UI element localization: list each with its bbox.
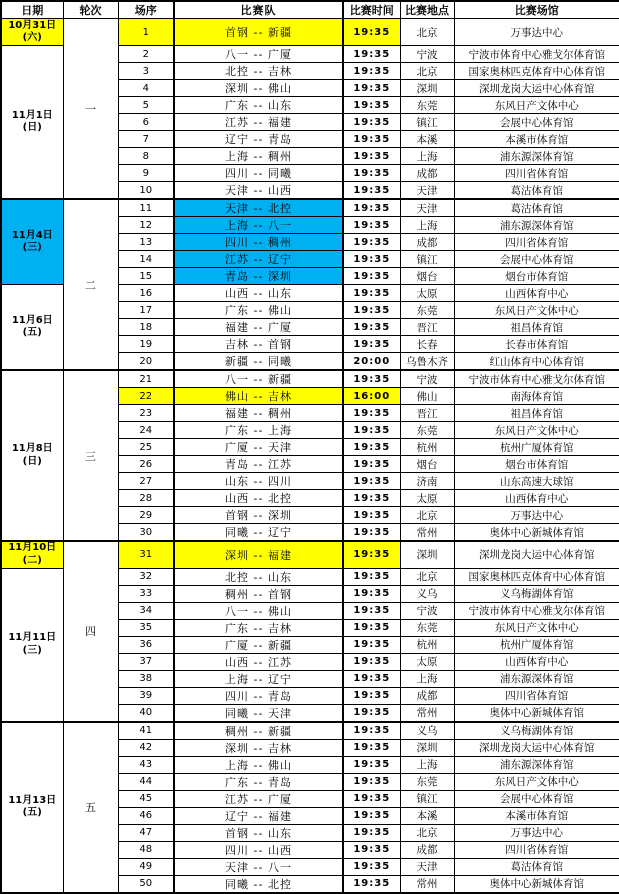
teams-cell: 江苏 -- 广厦 (174, 790, 343, 807)
teams-cell: 广厦 -- 天津 (174, 439, 343, 456)
date-line2: (六) (22, 32, 42, 43)
date-line1: 11月8日 (11, 443, 53, 454)
time-cell: 19:35 (343, 473, 400, 490)
city-cell: 佛山 (400, 388, 454, 405)
teams-cell: 深圳 -- 吉林 (174, 739, 343, 756)
time-cell: 19:35 (343, 63, 400, 80)
match-no-cell: 18 (118, 319, 174, 336)
teams-cell: 同曦 -- 北控 (174, 875, 343, 893)
city-cell: 济南 (400, 473, 454, 490)
city-cell: 晋江 (400, 405, 454, 422)
header-row (1, 1, 619, 19)
round-cell: 二 (63, 199, 118, 370)
time-cell: 19:35 (343, 585, 400, 602)
teams-cell: 首钢 -- 山东 (174, 824, 343, 841)
time-cell: 19:35 (343, 722, 400, 740)
venue-cell: 义乌梅湖体育馆 (454, 585, 619, 602)
venue-cell: 本溪市体育馆 (454, 807, 619, 824)
city-cell: 上海 (400, 756, 454, 773)
match-row (1, 541, 619, 568)
teams-cell: 同曦 -- 天津 (174, 704, 343, 722)
date-cell (1, 370, 63, 541)
venue-cell: 四川省体育馆 (454, 234, 619, 251)
match-no-cell: 47 (118, 824, 174, 841)
teams-cell: 山西 -- 山东 (174, 285, 343, 302)
time-cell: 19:35 (343, 773, 400, 790)
time-cell: 19:35 (343, 336, 400, 353)
city-cell: 北京 (400, 568, 454, 585)
date-line1: 11月10日 (8, 542, 57, 554)
time-cell: 19:35 (343, 687, 400, 704)
teams-cell: 佛山 -- 吉林 (174, 388, 343, 405)
venue-cell: 浦东源深体育馆 (454, 148, 619, 165)
city-cell: 东莞 (400, 302, 454, 319)
time-cell: 19:35 (343, 507, 400, 524)
match-no-cell: 2 (118, 46, 174, 63)
match-no-cell: 31 (118, 541, 174, 568)
venue-cell: 烟台市体育馆 (454, 456, 619, 473)
venue-cell: 义乌梅湖体育馆 (454, 722, 619, 740)
venue-cell: 深圳龙岗大运中心体育馆 (454, 739, 619, 756)
city-cell: 常州 (400, 524, 454, 542)
teams-cell: 上海 -- 稠州 (174, 148, 343, 165)
time-cell: 19:35 (343, 285, 400, 302)
city-cell: 北京 (400, 507, 454, 524)
teams-cell: 八一 -- 佛山 (174, 602, 343, 619)
venue-cell: 国家奥林匹克体育中心体育馆 (454, 63, 619, 80)
match-no-cell: 50 (118, 875, 174, 893)
time-cell: 19:35 (343, 319, 400, 336)
city-cell: 北京 (400, 824, 454, 841)
venue-cell: 万事达中心 (454, 19, 619, 46)
city-cell: 上海 (400, 217, 454, 234)
match-no-cell: 29 (118, 507, 174, 524)
match-no-cell: 36 (118, 636, 174, 653)
city-cell: 太原 (400, 653, 454, 670)
match-no-cell: 26 (118, 456, 174, 473)
match-no-cell: 49 (118, 858, 174, 875)
teams-cell: 广东 -- 山东 (174, 97, 343, 114)
teams-cell: 首钢 -- 深圳 (174, 507, 343, 524)
time-cell: 19:35 (343, 165, 400, 182)
teams-cell: 青岛 -- 深圳 (174, 268, 343, 285)
city-cell: 烟台 (400, 456, 454, 473)
time-cell: 19:35 (343, 568, 400, 585)
venue-cell: 山西体育中心 (454, 653, 619, 670)
match-row (1, 370, 619, 388)
date-line2: (日) (22, 455, 42, 467)
time-cell: 19:35 (343, 756, 400, 773)
city-cell: 成都 (400, 841, 454, 858)
venue-cell: 东风日产文体中心 (454, 97, 619, 114)
date-line2: (五) (22, 327, 42, 338)
venue-cell: 葛沽体育馆 (454, 182, 619, 200)
venue-cell: 红山体育中心体育馆 (454, 353, 619, 371)
teams-cell: 青岛 -- 江苏 (174, 456, 343, 473)
teams-cell: 深圳 -- 福建 (174, 541, 343, 568)
date-line1: 11月4日 (11, 229, 53, 241)
match-no-cell: 39 (118, 687, 174, 704)
match-no-cell: 22 (118, 388, 174, 405)
time-cell: 19:35 (343, 670, 400, 687)
venue-cell: 深圳龙岗大运中心体育馆 (454, 80, 619, 97)
header-venue: 比赛场馆 (454, 1, 619, 19)
time-cell: 19:35 (343, 97, 400, 114)
date-line1: 11月1日 (11, 109, 53, 121)
city-cell: 晋江 (400, 319, 454, 336)
venue-cell: 山西体育中心 (454, 490, 619, 507)
match-row (1, 199, 619, 217)
teams-cell: 广东 -- 上海 (174, 422, 343, 439)
teams-cell: 四川 -- 山西 (174, 841, 343, 858)
match-no-cell: 37 (118, 653, 174, 670)
city-cell: 太原 (400, 285, 454, 302)
header-date: 日期 (1, 1, 63, 19)
time-cell: 19:35 (343, 524, 400, 542)
match-no-cell: 46 (118, 807, 174, 824)
match-no-cell: 28 (118, 490, 174, 507)
teams-cell: 广东 -- 青岛 (174, 773, 343, 790)
time-cell: 19:35 (343, 739, 400, 756)
venue-cell: 深圳龙岗大运中心体育馆 (454, 541, 619, 568)
city-cell: 义乌 (400, 722, 454, 740)
time-cell: 19:35 (343, 405, 400, 422)
date-cell (1, 199, 63, 285)
time-cell: 19:35 (343, 302, 400, 319)
teams-cell: 上海 -- 辽宁 (174, 670, 343, 687)
venue-cell: 四川省体育馆 (454, 841, 619, 858)
venue-cell: 东风日产文体中心 (454, 422, 619, 439)
date-line1: 11月11日 (8, 632, 57, 643)
time-cell: 19:35 (343, 46, 400, 63)
time-cell: 19:35 (343, 807, 400, 824)
match-no-cell: 4 (118, 80, 174, 97)
match-no-cell: 44 (118, 773, 174, 790)
match-no-cell: 32 (118, 568, 174, 585)
teams-cell: 四川 -- 同曦 (174, 165, 343, 182)
venue-cell: 东风日产文体中心 (454, 619, 619, 636)
city-cell: 天津 (400, 199, 454, 217)
time-cell: 19:35 (343, 841, 400, 858)
time-cell: 19:35 (343, 234, 400, 251)
teams-cell: 江苏 -- 福建 (174, 114, 343, 131)
city-cell: 烟台 (400, 268, 454, 285)
teams-cell: 四川 -- 稠州 (174, 234, 343, 251)
match-no-cell: 23 (118, 405, 174, 422)
time-cell: 19:35 (343, 875, 400, 893)
match-row (1, 19, 619, 46)
venue-cell: 宁波市体育中心雅戈尔体育馆 (454, 602, 619, 619)
round-cell: 四 (63, 541, 118, 722)
time-cell: 19:35 (343, 182, 400, 200)
venue-cell: 葛沽体育馆 (454, 199, 619, 217)
round-cell: 三 (63, 370, 118, 541)
match-no-cell: 41 (118, 722, 174, 740)
venue-cell: 会展中心体育馆 (454, 114, 619, 131)
venue-cell: 国家奥林匹克体育中心体育馆 (454, 568, 619, 585)
match-no-cell: 8 (118, 148, 174, 165)
venue-cell: 杭州广厦体育馆 (454, 439, 619, 456)
date-cell (1, 19, 63, 46)
venue-cell: 山东高速大球馆 (454, 473, 619, 490)
city-cell: 宁波 (400, 602, 454, 619)
teams-cell: 天津 -- 山西 (174, 182, 343, 200)
time-cell: 19:35 (343, 80, 400, 97)
venue-cell: 祖昌体育馆 (454, 405, 619, 422)
match-no-cell: 19 (118, 336, 174, 353)
date-line1: 11月6日 (11, 314, 53, 326)
time-cell: 19:35 (343, 858, 400, 875)
time-cell: 19:35 (343, 217, 400, 234)
teams-cell: 吉林 -- 首钢 (174, 336, 343, 353)
teams-cell: 首钢 -- 新疆 (174, 19, 343, 46)
match-no-cell: 13 (118, 234, 174, 251)
city-cell: 深圳 (400, 80, 454, 97)
venue-cell: 本溪市体育馆 (454, 131, 619, 148)
venue-cell: 宁波市体育中心雅戈尔体育馆 (454, 46, 619, 63)
venue-cell: 奥体中心新城体育馆 (454, 875, 619, 893)
date-cell (1, 541, 63, 568)
time-cell: 19:35 (343, 422, 400, 439)
teams-cell: 广东 -- 佛山 (174, 302, 343, 319)
time-cell: 19:35 (343, 490, 400, 507)
time-cell: 19:35 (343, 268, 400, 285)
venue-cell: 浦东源深体育馆 (454, 670, 619, 687)
venue-cell: 四川省体育馆 (454, 687, 619, 704)
match-no-cell: 7 (118, 131, 174, 148)
teams-cell: 北控 -- 吉林 (174, 63, 343, 80)
venue-cell: 长春市体育馆 (454, 336, 619, 353)
venue-cell: 四川省体育馆 (454, 165, 619, 182)
city-cell: 上海 (400, 148, 454, 165)
match-no-cell: 1 (118, 19, 174, 46)
time-cell: 19:35 (343, 370, 400, 388)
match-no-cell: 24 (118, 422, 174, 439)
venue-cell: 祖昌体育馆 (454, 319, 619, 336)
venue-cell: 东风日产文体中心 (454, 773, 619, 790)
venue-cell: 南海体育馆 (454, 388, 619, 405)
city-cell: 深圳 (400, 541, 454, 568)
match-no-cell: 38 (118, 670, 174, 687)
city-cell: 常州 (400, 704, 454, 722)
date-line1: 11月13日 (8, 794, 57, 806)
match-no-cell: 9 (118, 165, 174, 182)
schedule-body (1, 19, 619, 893)
teams-cell: 北控 -- 山东 (174, 568, 343, 585)
city-cell: 镇江 (400, 114, 454, 131)
teams-cell: 福建 -- 稠州 (174, 405, 343, 422)
city-cell: 宁波 (400, 370, 454, 388)
date-line2: (二) (22, 554, 42, 566)
city-cell: 杭州 (400, 636, 454, 653)
header-match-no: 场序 (118, 1, 174, 19)
city-cell: 东莞 (400, 773, 454, 790)
venue-cell: 会展中心体育馆 (454, 790, 619, 807)
match-no-cell: 40 (118, 704, 174, 722)
venue-cell: 宁波市体育中心雅戈尔体育馆 (454, 370, 619, 388)
time-cell: 19:35 (343, 148, 400, 165)
time-cell: 19:35 (343, 456, 400, 473)
venue-cell: 会展中心体育馆 (454, 251, 619, 268)
date-cell (1, 722, 63, 893)
teams-cell: 四川 -- 青岛 (174, 687, 343, 704)
time-cell: 19:35 (343, 790, 400, 807)
round-cell: 一 (63, 19, 118, 200)
teams-cell: 稠州 -- 首钢 (174, 585, 343, 602)
time-cell: 19:35 (343, 824, 400, 841)
teams-cell: 辽宁 -- 青岛 (174, 131, 343, 148)
teams-cell: 八一 -- 新疆 (174, 370, 343, 388)
teams-cell: 深圳 -- 佛山 (174, 80, 343, 97)
time-cell: 19:35 (343, 704, 400, 722)
venue-cell: 万事达中心 (454, 824, 619, 841)
match-no-cell: 3 (118, 63, 174, 80)
match-no-cell: 30 (118, 524, 174, 542)
header-city: 比赛地点 (400, 1, 454, 19)
match-no-cell: 34 (118, 602, 174, 619)
city-cell: 宁波 (400, 46, 454, 63)
time-cell: 16:00 (343, 388, 400, 405)
venue-cell: 葛沽体育馆 (454, 858, 619, 875)
match-no-cell: 42 (118, 739, 174, 756)
date-cell (1, 285, 63, 371)
date-line2: (三) (22, 242, 42, 253)
match-no-cell: 45 (118, 790, 174, 807)
match-no-cell: 14 (118, 251, 174, 268)
teams-cell: 辽宁 -- 福建 (174, 807, 343, 824)
city-cell: 天津 (400, 858, 454, 875)
venue-cell: 奥体中心新城体育馆 (454, 524, 619, 542)
city-cell: 常州 (400, 875, 454, 893)
match-no-cell: 48 (118, 841, 174, 858)
date-line2: (五) (22, 807, 42, 818)
city-cell: 北京 (400, 63, 454, 80)
teams-cell: 广东 -- 吉林 (174, 619, 343, 636)
teams-cell: 福建 -- 广厦 (174, 319, 343, 336)
time-cell: 19:35 (343, 19, 400, 46)
time-cell: 19:35 (343, 619, 400, 636)
date-cell (1, 46, 63, 200)
date-line2: (日) (22, 122, 42, 133)
city-cell: 北京 (400, 19, 454, 46)
city-cell: 乌鲁木齐 (400, 353, 454, 371)
city-cell: 杭州 (400, 439, 454, 456)
match-no-cell: 33 (118, 585, 174, 602)
teams-cell: 广厦 -- 新疆 (174, 636, 343, 653)
teams-cell: 同曦 -- 辽宁 (174, 524, 343, 542)
city-cell: 成都 (400, 234, 454, 251)
match-no-cell: 5 (118, 97, 174, 114)
teams-cell: 天津 -- 北控 (174, 199, 343, 217)
teams-cell: 上海 -- 佛山 (174, 756, 343, 773)
venue-cell: 奥体中心新城体育馆 (454, 704, 619, 722)
match-no-cell: 35 (118, 619, 174, 636)
city-cell: 本溪 (400, 807, 454, 824)
venue-cell: 烟台市体育馆 (454, 268, 619, 285)
match-no-cell: 11 (118, 199, 174, 217)
teams-cell: 天津 -- 八一 (174, 858, 343, 875)
time-cell: 19:35 (343, 541, 400, 568)
city-cell: 东莞 (400, 619, 454, 636)
teams-cell: 江苏 -- 辽宁 (174, 251, 343, 268)
venue-cell: 山西体育中心 (454, 285, 619, 302)
venue-cell: 浦东源深体育馆 (454, 756, 619, 773)
city-cell: 镇江 (400, 251, 454, 268)
city-cell: 东莞 (400, 97, 454, 114)
venue-cell: 东风日产文体中心 (454, 302, 619, 319)
match-no-cell: 16 (118, 285, 174, 302)
time-cell: 19:35 (343, 131, 400, 148)
city-cell: 本溪 (400, 131, 454, 148)
time-cell: 19:35 (343, 602, 400, 619)
date-cell (1, 568, 63, 722)
time-cell: 19:35 (343, 199, 400, 217)
time-cell: 19:35 (343, 439, 400, 456)
header-teams: 比赛队 (174, 1, 343, 19)
match-no-cell: 21 (118, 370, 174, 388)
teams-cell: 上海 -- 八一 (174, 217, 343, 234)
venue-cell: 杭州广厦体育馆 (454, 636, 619, 653)
round-cell: 五 (63, 722, 118, 893)
header-time: 比赛时间 (343, 1, 400, 19)
teams-cell: 新疆 -- 同曦 (174, 353, 343, 371)
date-line1: 10月31日 (8, 19, 57, 31)
time-cell: 19:35 (343, 636, 400, 653)
city-cell: 天津 (400, 182, 454, 200)
time-cell: 20:00 (343, 353, 400, 371)
teams-cell: 稠州 -- 新疆 (174, 722, 343, 740)
city-cell: 镇江 (400, 790, 454, 807)
city-cell: 长春 (400, 336, 454, 353)
city-cell: 义乌 (400, 585, 454, 602)
date-line2: (三) (22, 644, 42, 656)
city-cell: 上海 (400, 670, 454, 687)
city-cell: 深圳 (400, 739, 454, 756)
city-cell: 太原 (400, 490, 454, 507)
match-no-cell: 17 (118, 302, 174, 319)
match-no-cell: 25 (118, 439, 174, 456)
match-no-cell: 43 (118, 756, 174, 773)
header-round: 轮次 (63, 1, 118, 19)
time-cell: 19:35 (343, 114, 400, 131)
match-no-cell: 27 (118, 473, 174, 490)
match-no-cell: 6 (118, 114, 174, 131)
teams-cell: 山东 -- 四川 (174, 473, 343, 490)
match-no-cell: 20 (118, 353, 174, 371)
match-no-cell: 10 (118, 182, 174, 200)
time-cell: 19:35 (343, 251, 400, 268)
venue-cell: 万事达中心 (454, 507, 619, 524)
match-no-cell: 12 (118, 217, 174, 234)
teams-cell: 山西 -- 北控 (174, 490, 343, 507)
city-cell: 成都 (400, 687, 454, 704)
teams-cell: 山西 -- 江苏 (174, 653, 343, 670)
teams-cell: 八一 -- 广厦 (174, 46, 343, 63)
venue-cell: 浦东源深体育馆 (454, 217, 619, 234)
city-cell: 东莞 (400, 422, 454, 439)
time-cell: 19:35 (343, 653, 400, 670)
match-no-cell: 15 (118, 268, 174, 285)
match-row (1, 722, 619, 740)
city-cell: 成都 (400, 165, 454, 182)
